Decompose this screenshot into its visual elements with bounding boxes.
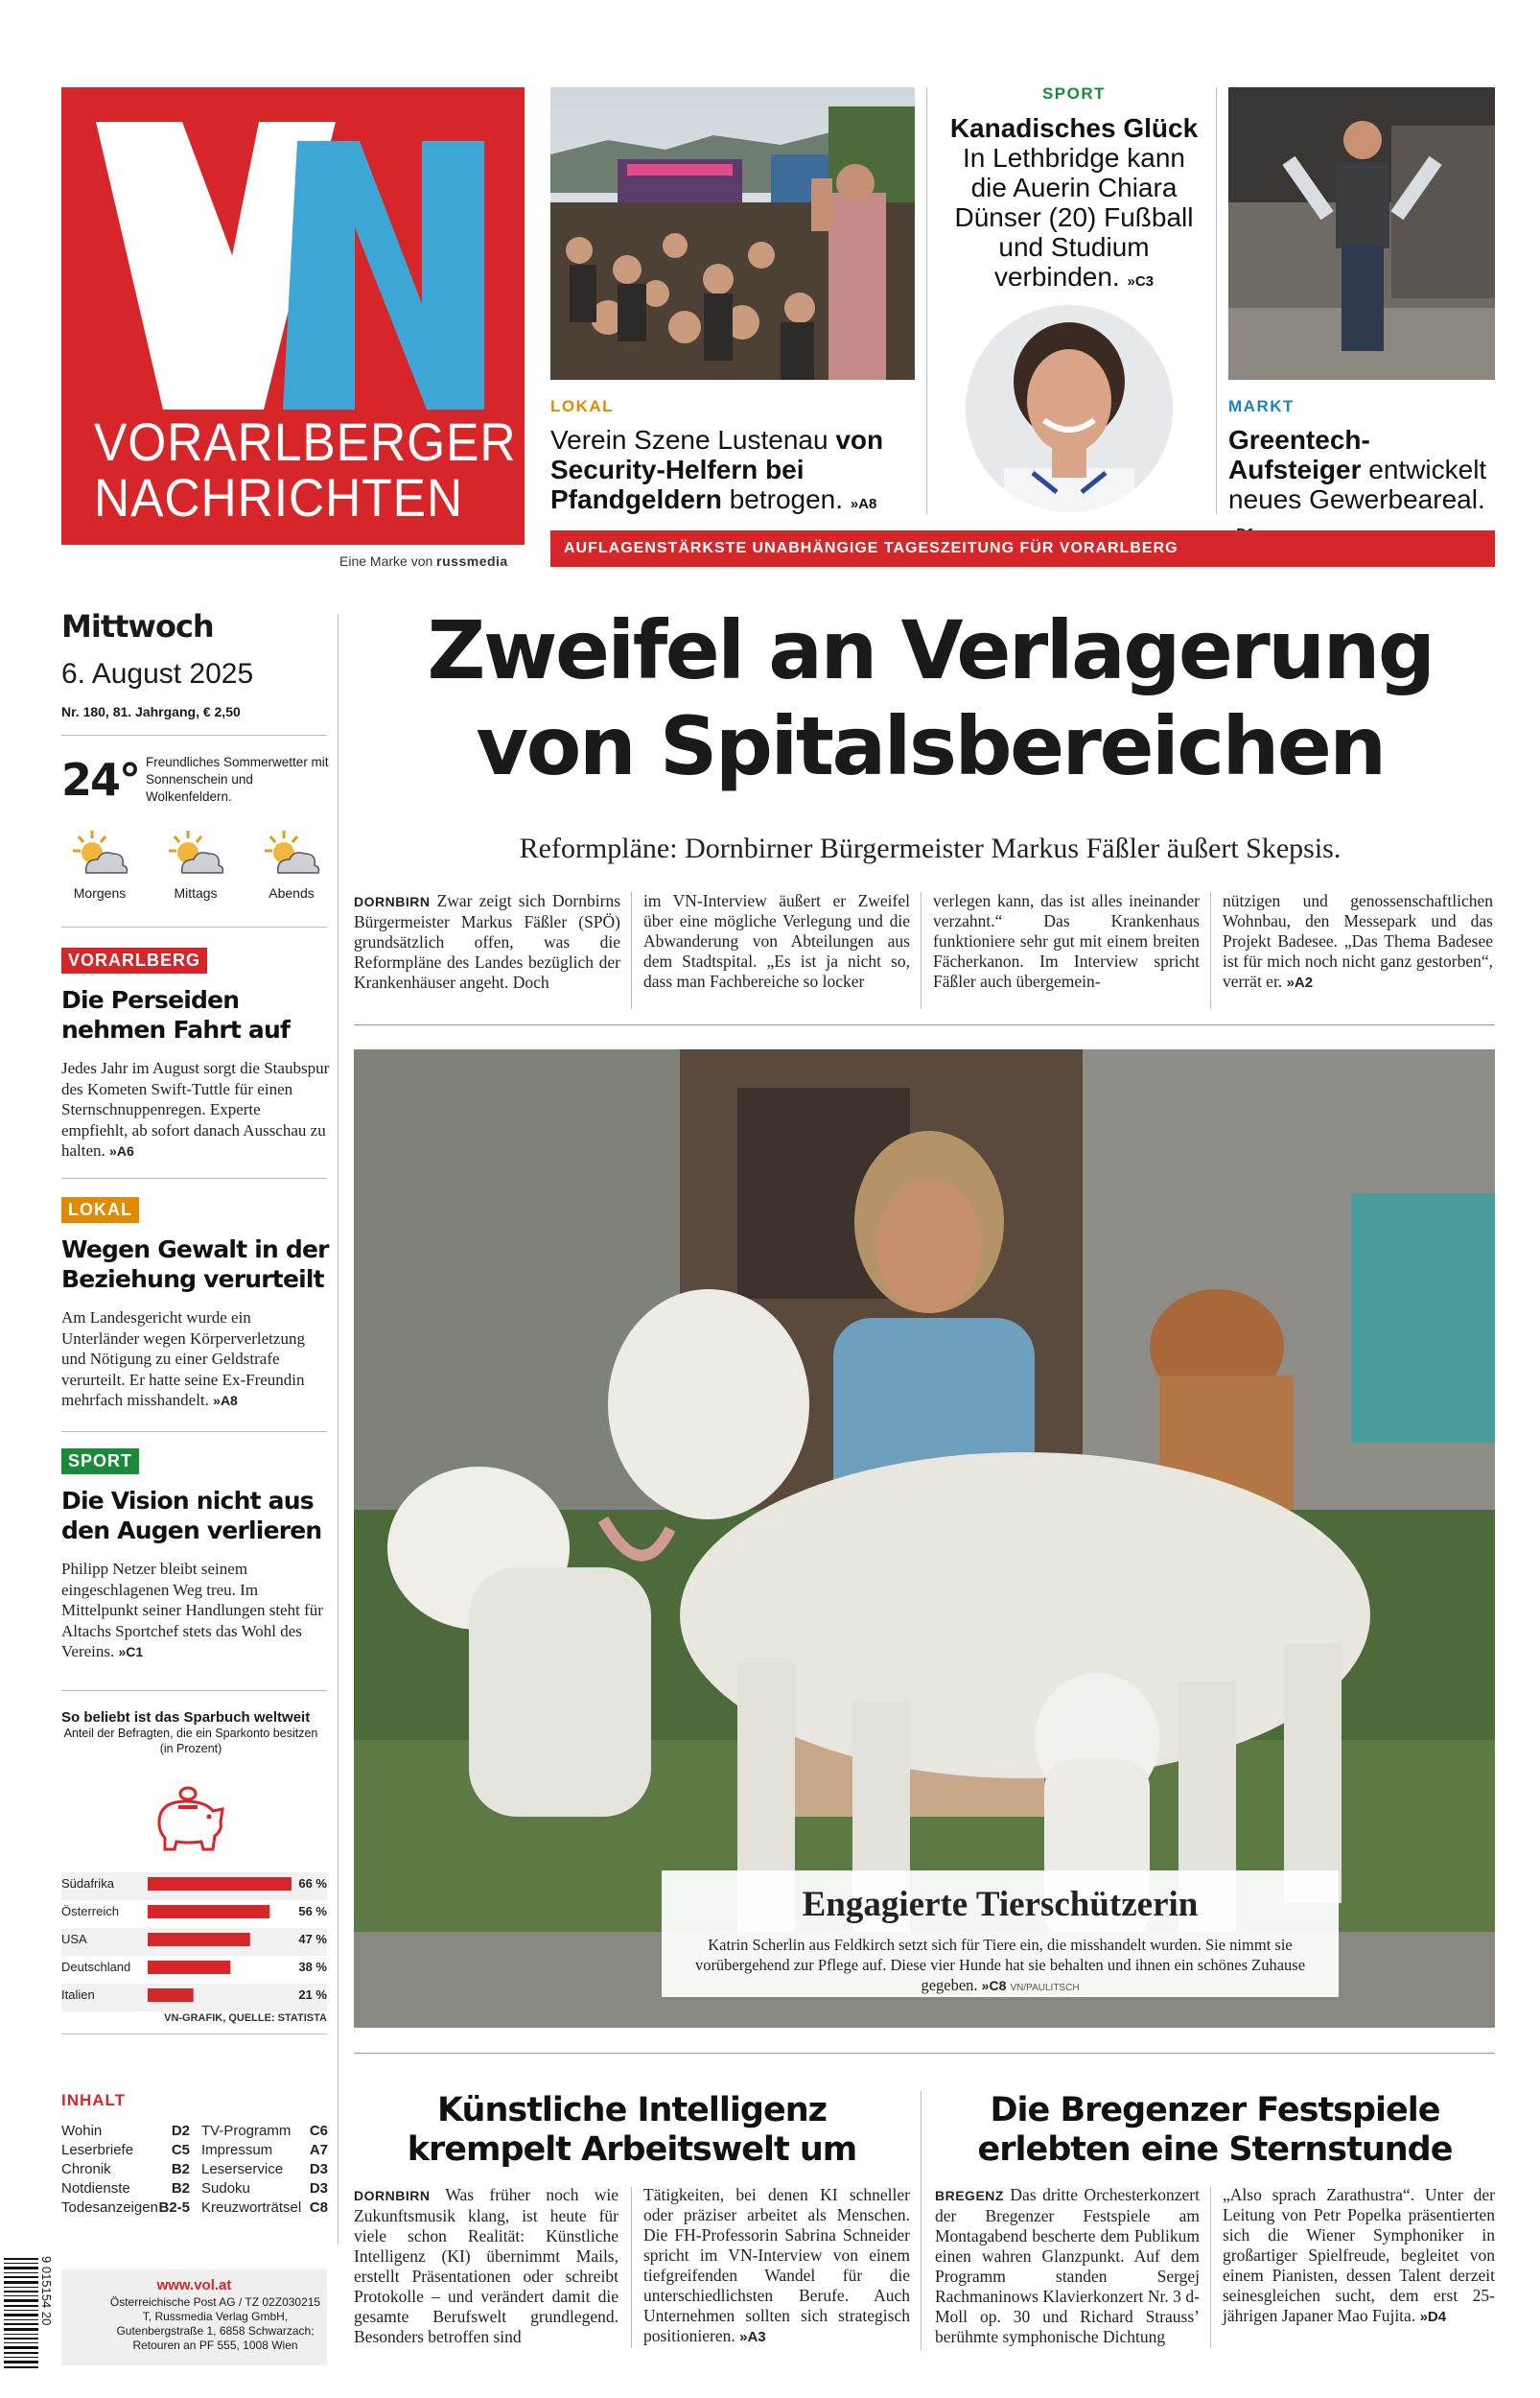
divider	[354, 1024, 1495, 1025]
festival-photo[interactable]	[550, 87, 915, 380]
weather-morning-label: Morgens	[73, 885, 127, 901]
festspiele-article-column-1	[935, 2185, 1200, 2347]
article-title: Wegen Gewalt in der Beziehung verurteilt	[61, 1235, 329, 1293]
index-entry-page: C8	[309, 2199, 328, 2216]
lead-column-3: verlegen kann, das ist alles ineinander verzahnt.“ Das Krankenhaus funktioniere sehr gut mit einem breiten Fächerkanon. Im Interview spricht Fäßler auch übergemein-	[933, 891, 1200, 991]
chart-value-label: 21 %	[298, 1987, 327, 2002]
index-entry[interactable]	[201, 2160, 328, 2179]
index-entry-name: Leserbriefe	[61, 2142, 134, 2158]
imprint-text: Österreichische Post AG / TZ 02Z030215 T, Russmedia Verlag GmbH, Gutenbergstraße 1, 6858 Schwarzach; Retouren an PF 555, 1008 Wien	[109, 2295, 321, 2352]
article-text-body: Jedes Jahr im August sorgt die Staubspur des Kometen Swift-Tuttle für einen Sternschnuppenregen. Experte empfiehlt, ab sofort danach Ausschau zu halten.	[61, 1059, 330, 1160]
index-entry-name: Todesanzeigen	[61, 2199, 158, 2216]
lead-text-4: nützigen und genossenschaftlichen Wohnbau, den Messepark und das Projekt Badesee. „Das Thema Badesee ist für mich noch nicht ganz gestorben“, verrät er.	[1223, 891, 1493, 991]
photo-caption-box	[662, 1870, 1339, 1997]
ki-article-ref[interactable]: »A3	[739, 2329, 766, 2345]
index-entry-name: Sudoku	[201, 2180, 250, 2197]
marke-prefix: Eine Marke von	[339, 553, 433, 569]
ki-article-title-line-1: Künstliche Intelligenz	[437, 2091, 827, 2129]
index-entry[interactable]	[201, 2179, 328, 2198]
imprint-box	[61, 2269, 327, 2365]
article-text	[61, 1058, 330, 1163]
festspiele-article-title-line-1: Die Bregenzer Festspiele	[990, 2091, 1440, 2129]
index-entry-page: C6	[309, 2123, 328, 2139]
index-entry-page: C5	[171, 2142, 190, 2158]
photo-caption-ref[interactable]: »C8	[981, 1978, 1007, 1993]
index-entry[interactable]	[61, 2179, 190, 2198]
divider	[1216, 87, 1217, 514]
divider	[1210, 2187, 1211, 2348]
chart-category-label: Deutschland	[61, 1960, 131, 1974]
ki-article-text-2: Tätigkeiten, bei denen KI schneller oder präziser arbeitet als Menschen. Die FH-Professorin Sabrina Schneider spricht im VN-Interview von einem tiefgreifenden Wandel für die unterschiedlichsten Berufe. Auch Unternehmen sollten sich strategisch positionieren.	[643, 2185, 910, 2345]
brand-line-1: VORARLBERGER	[94, 411, 517, 472]
index-entry-name: Kreuzworträtsel	[201, 2199, 302, 2216]
tagline-bar: AUFLAGENSTÄRKSTE UNABHÄNGIGE TAGESZEITUNG FÜR VORARLBERG	[550, 530, 1495, 567]
barcode-number: 9 015154 20	[39, 2256, 54, 2326]
index-right	[201, 2122, 328, 2218]
photo-credit: VN/PAULITSCH	[1010, 1983, 1080, 1993]
article-text-body: Philipp Netzer bleibt seinem eingeschlagenen Weg treu. Im Mittelpunkt seiner Handlungen steht für Altachs Sportchef stets das Wohl des Vereins.	[61, 1560, 323, 1660]
chart-bar	[148, 1877, 292, 1891]
index-entry[interactable]	[61, 2160, 190, 2179]
index-entry-name: Chronik	[61, 2161, 111, 2177]
lead-column-2: im VN-Interview äußert er Zweifel über eine mögliche Verlegung und die Abwanderung von Abteilungen aus dem Stadtspital. „Es ist ja nicht so, dass man Fachbereiche so locker	[643, 891, 910, 991]
lokal-teaser-kicker: LOKAL	[550, 397, 615, 415]
lead-headline[interactable]	[364, 602, 1496, 794]
index-entry[interactable]	[61, 2198, 190, 2218]
ki-article-column-2	[643, 2185, 910, 2347]
index-entry-name: Wohin	[61, 2123, 103, 2139]
divider	[61, 735, 327, 736]
lead-ref[interactable]: »A2	[1286, 975, 1314, 991]
masthead-logo[interactable]	[61, 87, 525, 545]
divider	[354, 2053, 1495, 2054]
ki-article-title[interactable]	[354, 2091, 910, 2170]
greentech-photo-image	[1228, 87, 1495, 380]
issue-info: Nr. 180, 81. Jahrgang, € 2,50	[61, 704, 241, 719]
weather-noon	[157, 827, 234, 901]
index-entry-page: B2-5	[158, 2199, 190, 2216]
divider	[631, 892, 632, 1009]
chart-row-background	[61, 1984, 327, 2011]
chart-category-label: USA	[61, 1932, 87, 1946]
chart-category-label: Österreich	[61, 1904, 119, 1918]
piggy-bank-icon	[146, 1780, 232, 1867]
index-entry-name: Impressum	[201, 2142, 273, 2158]
ki-article-title-line-2: krempelt Arbeitswelt um	[407, 2130, 857, 2169]
index-entry-name: Notdienste	[61, 2180, 130, 2197]
chart-value-label: 38 %	[298, 1960, 327, 1974]
lead-column-1	[354, 891, 620, 993]
weather-description: Freundliches Sommerwetter mit Sonnenschein und Wolkenfeldern.	[146, 755, 329, 804]
chart-category-label: Südafrika	[61, 1876, 114, 1891]
vn-logo-mark	[96, 122, 489, 410]
index-entry-page: D3	[309, 2180, 328, 2197]
photo-caption-text	[681, 1935, 1319, 1998]
lokal-teaser-ref[interactable]: »A8	[850, 496, 877, 512]
divider	[631, 2187, 632, 2348]
chart-value-label: 47 %	[298, 1932, 327, 1946]
divider	[61, 1178, 327, 1179]
article-title: Die Vision nicht aus den Augen verlieren	[61, 1487, 322, 1544]
marke-brand: russmedia	[436, 553, 508, 569]
sun-cloud-icon	[71, 827, 128, 881]
article-ref[interactable]: »A6	[109, 1143, 134, 1159]
article-ref[interactable]: »C1	[118, 1644, 144, 1659]
festspiele-article-location: BREGENZ	[935, 2188, 1004, 2203]
ki-article-column-1	[354, 2185, 618, 2347]
index-left	[61, 2122, 190, 2218]
index-entry-page: B2	[171, 2161, 190, 2177]
markt-teaser-text: entwickelt neues Gewerbeareal.	[1228, 455, 1487, 514]
date-full: 6. August 2025	[61, 658, 254, 690]
athlete-portrait[interactable]	[966, 305, 1173, 512]
lokal-teaser-text[interactable]	[550, 425, 924, 519]
left-article-gewalt[interactable]	[61, 1197, 330, 1412]
weather-temperature: 24°	[61, 754, 140, 806]
article-title: Die Perseiden nehmen Fahrt auf	[61, 986, 291, 1044]
chart-source: VN-GRAFIK, QUELLE: STATISTA	[164, 2012, 327, 2024]
bar-chart	[61, 1872, 332, 2064]
divider	[921, 892, 922, 1009]
chart-category-label: Italien	[61, 1987, 95, 2002]
weather-morning	[61, 827, 138, 901]
sport-teaser-ref[interactable]: »C3	[1127, 273, 1155, 290]
section-badge: VORARLBERG	[61, 948, 207, 974]
athlete-portrait-image	[966, 305, 1173, 512]
chart-bar	[148, 1988, 194, 2002]
chart-bar	[148, 1961, 230, 1974]
index-entry-page: B2	[171, 2180, 190, 2197]
lead-headline-line-2: von Spitalsbereichen	[476, 699, 1385, 793]
article-text	[61, 1559, 330, 1663]
sun-cloud-icon	[263, 827, 320, 881]
festspiele-article-text-2: „Also sprach Zarathustra“. Unter der Leitung von Petr Popelka präsentierten sich die Wiener Symphoniker in großartiger Spielfreude, begleitet von einem Pianisten, dessen Talent derzeit seinesgleichen sucht, dem erst 25-jährigen Japaner Mao Fujita.	[1223, 2185, 1495, 2325]
barcode-number-box	[38, 2256, 54, 2369]
festspiele-article-title[interactable]	[935, 2091, 1495, 2170]
index-entry[interactable]	[201, 2122, 328, 2141]
sport-teaser-kicker: SPORT	[1041, 84, 1107, 103]
index-entry[interactable]	[201, 2141, 328, 2160]
lead-subhead: Reformpläne: Dornbirner Bürgermeister Markus Fäßler äußert Skepsis.	[519, 833, 1342, 864]
festspiele-article-ref[interactable]: »D4	[1419, 2309, 1447, 2325]
chart-bar	[148, 1933, 250, 1946]
lokal-teaser-text-plain: Verein Szene Lustenau	[550, 425, 836, 455]
divider	[61, 1690, 327, 1691]
left-article-perseiden[interactable]	[61, 948, 330, 1163]
lead-location: DORNBIRN	[354, 894, 431, 909]
lead-headline-line-1: Zweifel an Verlagerung	[427, 603, 1434, 697]
website-link[interactable]: www.vol.at	[156, 2277, 232, 2293]
barcode	[4, 2256, 54, 2369]
festspiele-article-column-2	[1223, 2185, 1495, 2327]
index-entry-name: TV-Programm	[201, 2123, 292, 2139]
chart-value-label: 66 %	[298, 1876, 327, 1891]
article-text-body: Am Landesgericht wurde ein Unterländer wegen Körperverletzung und Nötigung zu einer Geldstrafe verurteilt. Er hatte seine Ex-Freundin mehrfach misshandelt.	[61, 1308, 305, 1409]
section-badge: SPORT	[61, 1448, 139, 1474]
section-badge: LOKAL	[61, 1197, 139, 1223]
sun-cloud-icon	[167, 827, 224, 881]
lead-column-4	[1223, 891, 1493, 993]
chart-value-label: 56 %	[298, 1904, 327, 1918]
sport-teaser[interactable]	[945, 113, 1203, 296]
index-entry[interactable]	[61, 2122, 190, 2141]
markt-teaser-kicker: MARKT	[1228, 397, 1295, 415]
weather-noon-label: Mittags	[174, 885, 218, 901]
photo-caption-body: Katrin Scherlin aus Feldkirch setzt sich für Tiere ein, die misshandelt wurden. Sie nimmt sie vorübergehend zur Pflege auf. Diese vier Hunde hat sie behalten und ihnen ein schönes Zuhause gegeben.	[694, 1936, 1306, 1994]
brand-line-2: NACHRICHTEN	[94, 467, 464, 528]
index-entry-page: A7	[309, 2142, 328, 2158]
ki-article-text-1: Was früher noch wie Zukunftsmusik klang, ist heute für viele schon Realität: Künstliche Intelligenz (KI) übernimmt Mails, erstellt Präsentationen oder schreibt Protokolle – und verändert damit die gesamte Berufswelt grundlegend. Besonders betroffen sind	[354, 2185, 618, 2346]
index-entry[interactable]	[61, 2141, 190, 2160]
divider	[921, 2091, 922, 2350]
article-text	[61, 1307, 330, 1412]
weather-evening-label: Abends	[268, 885, 315, 901]
festival-photo-image	[550, 87, 915, 380]
markt-teaser-title: Greentech-Aufsteiger	[1228, 425, 1370, 484]
divider	[61, 1431, 327, 1432]
weather-forecast	[61, 827, 330, 913]
brand-owner	[339, 553, 508, 569]
savings-chart	[61, 1709, 330, 2024]
chart-subtitle: Anteil der Befragten, die ein Sparkonto besitzen (in Prozent)	[63, 1727, 318, 1755]
ki-article-location: DORNBIRN	[354, 2188, 431, 2203]
festspiele-article-text-1: Das dritte Orchesterkonzert der Bregenzer Festspiele am Montagabend bescherte dem Publikum einen wahren Glanzpunkt. Auf dem Programm standen Sergej Rachmaninows Klavierkonzert Nr. 3 d-Moll op. 30 und Richard Strauss’ berühmte symphonische Dichtung	[935, 2185, 1200, 2346]
chart-title: So beliebt ist das Sparbuch weltweit	[61, 1709, 311, 1726]
index-entry-page: D3	[309, 2161, 328, 2177]
photo-caption-title: Engagierte Tierschützerin	[802, 1885, 1199, 1924]
lokal-teaser-text-bold: von Security-Helfern bei Pfandgeldern	[550, 425, 884, 514]
index-heading: INHALT	[61, 2091, 127, 2109]
article-ref[interactable]: »A8	[213, 1393, 238, 1408]
sport-teaser-title: Kanadisches Glück	[949, 113, 1199, 143]
date-weekday: Mittwoch	[61, 608, 214, 645]
chart-bar	[148, 1905, 269, 1918]
index-entry[interactable]	[201, 2198, 328, 2218]
index-entry-name: Leserservice	[201, 2161, 284, 2177]
index-entry-page: D2	[171, 2123, 190, 2139]
weather-evening	[253, 827, 330, 901]
divider	[61, 927, 327, 928]
lead-text-1: Zwar zeigt sich Dornbirns Bürgermeister Markus Fäßler (SPÖ) grundsätzlich offen, was die Reformpläne des Landes bezüglich der Krankenhäuser angeht. Doch	[354, 891, 621, 992]
lokal-teaser-text-end: betrogen.	[721, 484, 844, 514]
festspiele-article-title-line-2: erlebten eine Sternstunde	[977, 2130, 1453, 2169]
divider	[1210, 892, 1211, 1009]
left-article-vision[interactable]	[61, 1448, 330, 1663]
sport-teaser-text: In Lethbridge kann die Auerin Chiara Dünser (20) Fußball und Studium verbinden.	[954, 143, 1194, 292]
divider	[926, 87, 927, 514]
greentech-photo[interactable]	[1228, 87, 1495, 380]
